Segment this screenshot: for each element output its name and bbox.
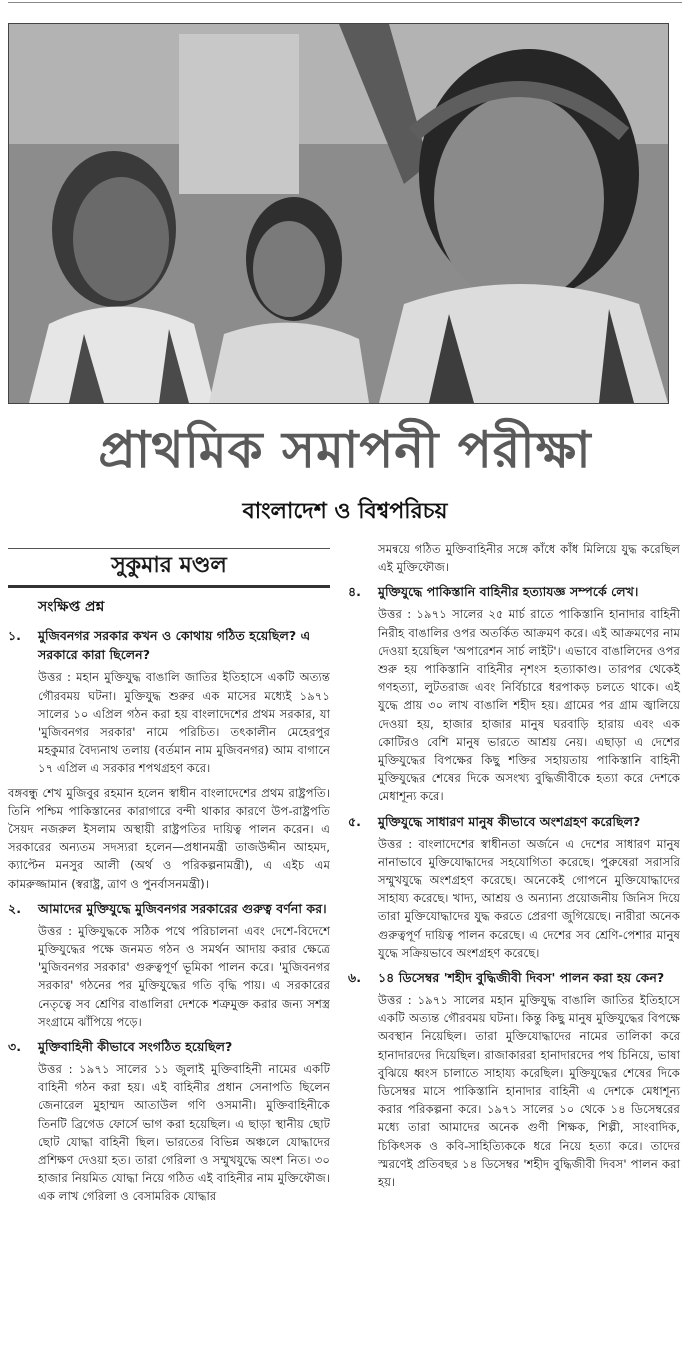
- answer: [378, 991, 680, 1191]
- photo-illustration: [9, 24, 668, 403]
- answer: [38, 922, 330, 1031]
- author-rule-bottom: [8, 585, 330, 588]
- question-text: আমাদের মুক্তিযুদ্ধে মুজিবনগর সরকারের গুরুত্ব বর্ণনা কর।: [38, 900, 327, 916]
- question-5: [348, 812, 680, 962]
- subheadline: বাংলাদেশ ও বিশ্বপরিচয়: [242, 499, 448, 524]
- question-number: ৪.: [348, 584, 361, 600]
- answer: [378, 835, 680, 962]
- answer-paragraph: উত্তর : ১৯৭১ সালের মহান মুক্তিযুদ্ধ বাঙালি জাতির ইতিহাসে একটি অত্যন্ত গৌরবময় ঘটনা। কিন্তু কিছু মানুষ মুক্তিযুদ্ধের বিপক্ষে অবস্থান নিয়েছিল। তারা মুক্তিযোদ্ধাদের নামের তালিকা করে হানাদারদের দিয়েছিল। রাজাকাররা হানাদারদের পথ চিনিয়ে, ভাষা বুঝিয়ে ধ্বংস চালাতে সাহায্য করেছিল। মুক্তিযুদ্ধের শেষের দিকে ডিসেম্বর মাসে পাকিস্তানি হানাদার বাহিনী এ দেশকে মেধাশূন্য করার পরিকল্পনা করে। ১৯৭১ সালের ১০ থেকে ১৪ ডিসেম্বরের মধ্যে তারা আমাদের অনেক গুণী শিক্ষক, শিল্পী, সাংবাদিক, চিকিৎসক ও কবি-সাহিত্যিককে ধরে নিয়ে হত্যা করে। তাদের স্মরণেই প্রতিবছর ১৪ ডিসেম্বর 'শহীদ বুদ্ধিজীবী দিবস' পালন করা হয়।: [378, 993, 680, 1190]
- left-column: [8, 548, 330, 1212]
- answer-paragraph-2: বঙ্গবন্ধু শেখ মুজিবুর রহমান হলেন স্বাধীন বাংলাদেশের প্রথম রাষ্ট্রপতি। তিনি পশ্চিম পাকিস্তানের কারাগারে বন্দী থাকার কারণে উপ-রাষ্ট্রপতি সৈয়দ নজরুল ইসলাম অস্থায়ী রাষ্ট্রপতির দায়িত্ব পালন করেন। এ সরকারের অন্যতম সদস্যরা হলেন—প্রধানমন্ত্রী তাজউদ্দীন আহমদ, ক্যাপ্টেন মনসুর আলী (অর্থ ও পরিকল্পনামন্ত্রী), এ এইচ এম কামরুজ্জামান (স্বরাষ্ট্র, ত্রাণ ও পুনর্বাসনমন্ত্রী)।: [8, 785, 330, 891]
- question-4: [348, 582, 680, 805]
- answer-paragraph: উত্তর : ১৯৭১ সালের ২৫ মার্চ রাতে পাকিস্তানি হানাদার বাহিনী নিরীহ বাঙালির ওপর অতর্কিত আক্রমণ করে। এই আক্রমণের নাম দেওয়া হয়েছিল 'অপারেশন সার্চ লাইট'। এভাবে বাঙালিদের ওপর শুরু হয় পাকিস্তানি বাহিনীর নৃশংস হত্যাকাণ্ড। তারপর থেকেই গণহত্যা, লুটতরাজ এবং নির্বিচারে ধরপাকড় চলতে থাকে। এই যুদ্ধে প্রায় ৩০ লাখ বাঙালি শহীদ হয়। গ্রামের পর গ্রাম জ্বালিয়ে দেওয়া হয়, হাজার হাজার মানুষ ঘরবাড়ি হারায় এবং এক কোটিরও বেশি মানুষ ভারতে আশ্রয় নেয়। এছাড়া এ দেশের মুক্তিযুদ্ধের বিপক্ষের কিছু শক্তির সহায়তায় পাকিস্তানি বাহিনী মুক্তিযুদ্ধের শেষের দিকে অসংখ্য বুদ্ধিজীবীকে হত্যা করে দেশকে মেধাশূন্য করে।: [378, 607, 680, 804]
- question-number: ৬.: [348, 970, 361, 986]
- answer: [38, 1060, 330, 1206]
- question-number: ১.: [8, 628, 21, 644]
- question-text: ১৪ ডিসেম্বর 'শহীদ বুদ্ধিজীবী দিবস' পালন করা হয় কেন?: [378, 970, 665, 986]
- question-number: ৫.: [348, 813, 361, 829]
- question-text: মুক্তিযুদ্ধে সাধারণ মানুষ কীভাবে অংশগ্রহণ করেছিল?: [378, 813, 641, 829]
- answer-paragraph: উত্তর : মহান মুক্তিযুদ্ধ বাঙালি জাতির ইতিহাসে একটি অত্যন্ত গৌরবময় ঘটনা। মুক্তিযুদ্ধ শুরুর এক মাসের মধ্যেই ১৯৭১ সালের ১০ এপ্রিল গঠন করা হয় বাংলাদেশের প্রথম সরকার, যা 'মুজিবনগর সরকার' নামে পরিচিত। তৎকালীন মেহেরপুর মহকুমার বৈদ্যনাথ তলায় (বর্তমান নাম মুজিবনগর) আম বাগানে ১৭ এপ্রিল এ সরকার শপথগ্রহণ করে।: [38, 670, 330, 776]
- answer-paragraph: উত্তর : ১৯৭১ সালের ১১ জুলাই মুক্তিবাহিনী নামের একটি বাহিনী গঠন করা হয়। এই বাহিনীর প্রধান সেনাপতি ছিলেন জেনারেল মুহাম্মদ আতাউল গণি ওসমানী। মুক্তিবাহিনীকে তিনটি ব্রিগেড ফোর্সে ভাগ করা হয়েছিল। এ ছাড়া স্থানীয় ছোট ছোট যোদ্ধা বাহিনী ছিল। ভারতের বিভিন্ন অঞ্চলে যোদ্ধাদের প্রশিক্ষণ দেওয়া হত। তারা গেরিলা ও সম্মুখযুদ্ধে অংশ নিত। ৩০ হাজার নিয়মিত যোদ্ধা নিয়ে গঠিত এই বাহিনীর নাম মুক্তিফৌজ। এক লাখ গেরিলা ও বেসামরিক যোদ্ধার: [38, 1062, 330, 1204]
- top-rule: [8, 2, 682, 23]
- question-number: ৩.: [8, 1039, 21, 1055]
- question-1: [8, 626, 330, 892]
- headline: প্রাথমিক সমাপনী পরীক্ষা: [98, 420, 592, 479]
- continued-answer: সমন্বয়ে গঠিত মুক্তিবাহিনীর সঙ্গে কাঁধে কাঁধ মিলিয়ে যুদ্ধ করেছিল এই মুক্তিফৌজ।: [378, 542, 680, 575]
- question-2: [8, 899, 330, 1031]
- question-text: মুজিবনগর সরকার কখন ও কোথায় গঠিত হয়েছিল? এ সরকারে কারা ছিলেন?: [38, 628, 311, 663]
- question-6: [348, 968, 680, 1191]
- question-text: মুক্তিযুদ্ধে পাকিস্তানি বাহিনীর হত্যাযজ্ঞ সম্পর্কে লেখ।: [378, 584, 639, 600]
- question-3: [8, 1037, 330, 1206]
- answer-paragraph: উত্তর : মুক্তিযুদ্ধকে সঠিক পথে পরিচালনা এবং দেশে-বিদেশে মুক্তিযুদ্ধের পক্ষে জনমত গঠন ও সমর্থন আদায় করার ক্ষেত্রে 'মুজিবনগর সরকার' গুরুত্বপূর্ণ ভূমিকা পালন করে। 'মুজিবনগর সরকার' গঠনের পর মুক্তিযুদ্ধের গতি বৃদ্ধি পায়। এ সরকারের নেতৃত্বে সব শ্রেণির বাঙালিরা দেশকে শত্রুমুক্ত করার জন্য সশস্ত্র সংগ্রামে ঝাঁপিয়ে পড়ে।: [38, 923, 330, 1029]
- section-title: সংক্ষিপ্ত প্রশ্ন: [38, 599, 105, 616]
- question-text: মুক্তিবাহিনী কীভাবে সংগঠিত হয়েছিল?: [38, 1039, 233, 1055]
- article-photo: [8, 23, 669, 404]
- answer: [378, 605, 680, 805]
- author-name: সুকুমার মণ্ডল: [111, 553, 227, 578]
- right-column: [348, 540, 680, 1197]
- question-number: ২.: [8, 900, 21, 916]
- answer-paragraph: উত্তর : বাংলাদেশের স্বাধীনতা অর্জনে এ দেশের সাধারণ মানুষ নানাভাবে মুক্তিযোদ্ধাদের সহযোগিতা করেছে। পুরুষেরা সরাসরি সম্মুখযুদ্ধে অংশগ্রহণ করেছে। অনেকেই গোপনে মুক্তিযোদ্ধাদের সাহায্য করেছে। খাদ্য, আশ্রয় ও অন্যান্য প্রয়োজনীয় জিনিস দিয়ে তারা মুক্তিযোদ্ধাদের যুদ্ধ করতে প্রেরণা জুগিয়েছে। নারীরা অনেক গুরুত্বপূর্ণ দায়িত্ব পালন করেছে। এ দেশের সব শ্রেণি-পেশার মানুষ যুদ্ধে সক্রিয়ভাবে অংশগ্রহণ করেছে।: [378, 836, 680, 960]
- answer: [38, 668, 330, 777]
